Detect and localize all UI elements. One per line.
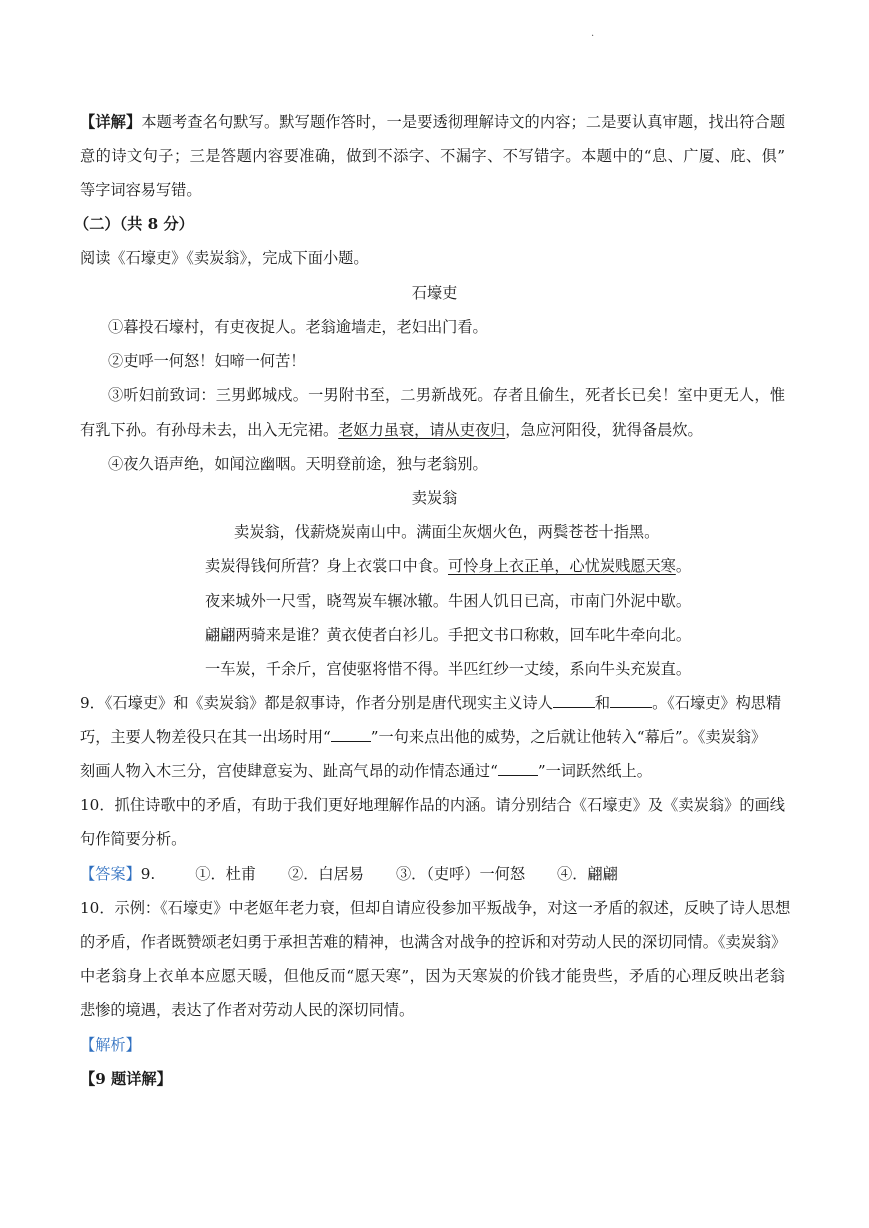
- q9-text-a: 9．《石壕吏》和《卖炭翁》都是叙事诗，作者分别是唐代现实主义诗人: [80, 694, 553, 712]
- question-10-line-2: 句作简要分析。: [80, 830, 187, 848]
- question-9-line-3: [80, 761, 652, 781]
- answer-line-9: [80, 864, 618, 884]
- question-10-line-1: 10．抓住诗歌中的矛盾，有助于我们更好地理解作品的内涵。请分别结合《石壕吏》及《卖炭翁》的画线: [80, 796, 785, 814]
- poem2-line-5: 一车炭，千余斤，宫使驱将惜不得。半匹红纱一丈绫，系向牛头充炭直。: [205, 660, 691, 678]
- q9-blank-2: [610, 693, 652, 708]
- poem1-title: 石壕吏: [411, 284, 458, 302]
- answer-10-line-1: 10．示例：《石壕吏》中老妪年老力衰，但却自请应役参加平叛战争，对这一矛盾的叙述，反映了诗人思想: [80, 899, 791, 917]
- answer-item-4: ④．翩翩: [557, 865, 618, 883]
- poem1-text-b: ，急应河阳役，犹得备晨炊。: [505, 421, 703, 439]
- poem1-text-a: 有乳下孙。有孙母未去，出入无完裙。: [80, 421, 339, 439]
- q9-text-e: ”一句来点出他的威势，之后就让他转入“幕后”。《卖炭翁》: [370, 728, 767, 746]
- answer-10-line-2: 的矛盾，作者既赞颂老妇勇于承担苦难的精神，也满含对战争的控诉和对劳动人民的深切同情。《卖炭翁》: [80, 933, 787, 951]
- q9-text-c: 。《石壕吏》构思精: [652, 694, 782, 712]
- q9-blank-4: [498, 761, 538, 776]
- explain-line-1: [80, 112, 785, 132]
- section-intro: 阅读《石壕吏》《卖炭翁》，完成下面小题。: [80, 249, 369, 267]
- poem2-underlined-line: 可怜身上衣正单，心忧炭贱愿天寒: [448, 557, 676, 575]
- q9-text-b: 和: [594, 694, 611, 712]
- q9-text-f: 刻画人物入木三分，宫使肆意妄为、趾高气昂的动作情态通过“: [80, 762, 498, 780]
- poem1-para-3-line-2: [80, 420, 703, 440]
- poem2-text-a: 卖炭得钱何所营？身上衣裳口中食。: [205, 557, 448, 575]
- answer-10-line-3: 中老翁身上衣单本应愿天暖，但他反而“愿天寒”，因为天寒炭的价钱才能贵些，矛盾的心理反映出老翁: [80, 967, 785, 985]
- explain-line-3: 等字词容易写错。: [80, 181, 202, 199]
- answer-item-2: ②．白居易: [288, 865, 364, 883]
- poem1-underlined-line: 老妪力虽衰，请从吏夜归: [338, 421, 506, 439]
- explain-text-1: 本题考查名句默写。默写题作答时，一是要透彻理解诗文的内容；二是要认真审题，找出符合题: [141, 113, 786, 131]
- question-9-line-2: [80, 727, 785, 747]
- poem2-title: 卖炭翁: [411, 489, 458, 507]
- explain-tag: 【详解】: [80, 113, 142, 131]
- answer-10-line-4: 悲惨的境遇，表达了作者对劳动人民的深切同情。: [80, 1001, 415, 1019]
- detail-9-tag: 【9 题详解】: [80, 1070, 172, 1088]
- header-dot: .: [591, 28, 595, 39]
- answer-tag: 【答案】: [80, 865, 141, 883]
- poem1-para-2: ②吏呼一何怒！妇啼一何苦！: [108, 352, 306, 370]
- poem2-line-4: 翩翩两骑来是谁？黄衣使者白衫儿。手把文书口称敕，回车叱牛牵向北。: [205, 626, 691, 644]
- q9-blank-1: [553, 693, 595, 708]
- q9-blank-3: [331, 727, 371, 742]
- q9-text-d: 巧，主要人物差役只在其一出场时用“: [80, 728, 331, 746]
- poem1-para-3-line-1: ③听妇前致词：三男邺城戍。一男附书至，二男新战死。存者且偷生，死者长已矣！室中更无人，惟: [108, 386, 785, 404]
- poem2-line-3: 夜来城外一尺雪，晓驾炭车辗冰辙。牛困人饥日已高，市南门外泥中歇。: [205, 592, 691, 610]
- answer-item-1: ①．杜甫: [195, 865, 256, 883]
- answer-item-3: ③．（吏呼）一何怒: [395, 865, 526, 883]
- analysis-tag: 【解析】: [80, 1036, 141, 1054]
- question-9-line-1: [80, 693, 785, 713]
- poem2-line-2: [205, 556, 691, 576]
- poem2-line-1: 卖炭翁，伐薪烧炭南山中。满面尘灰烟火色，两鬓苍苍十指黑。: [234, 523, 660, 541]
- poem1-para-4: ④夜久语声绝，如闻泣幽咽。天明登前途，独与老翁别。: [108, 455, 488, 473]
- poem2-text-b: 。: [675, 557, 691, 575]
- poem1-para-1: ①暮投石壕村，有吏夜捉人。老翁逾墙走，老妇出门看。: [108, 318, 488, 336]
- section-heading: （二）（共 8 分）: [74, 215, 194, 233]
- answer-num: 9.: [140, 865, 156, 883]
- q9-text-g: ”一词跃然纸上。: [537, 762, 652, 780]
- explain-line-2: 意的诗文句子；三是答题内容要准确，做到不添字、不漏字、不写错字。本题中的“息、广厦、庇、俱”: [80, 147, 785, 165]
